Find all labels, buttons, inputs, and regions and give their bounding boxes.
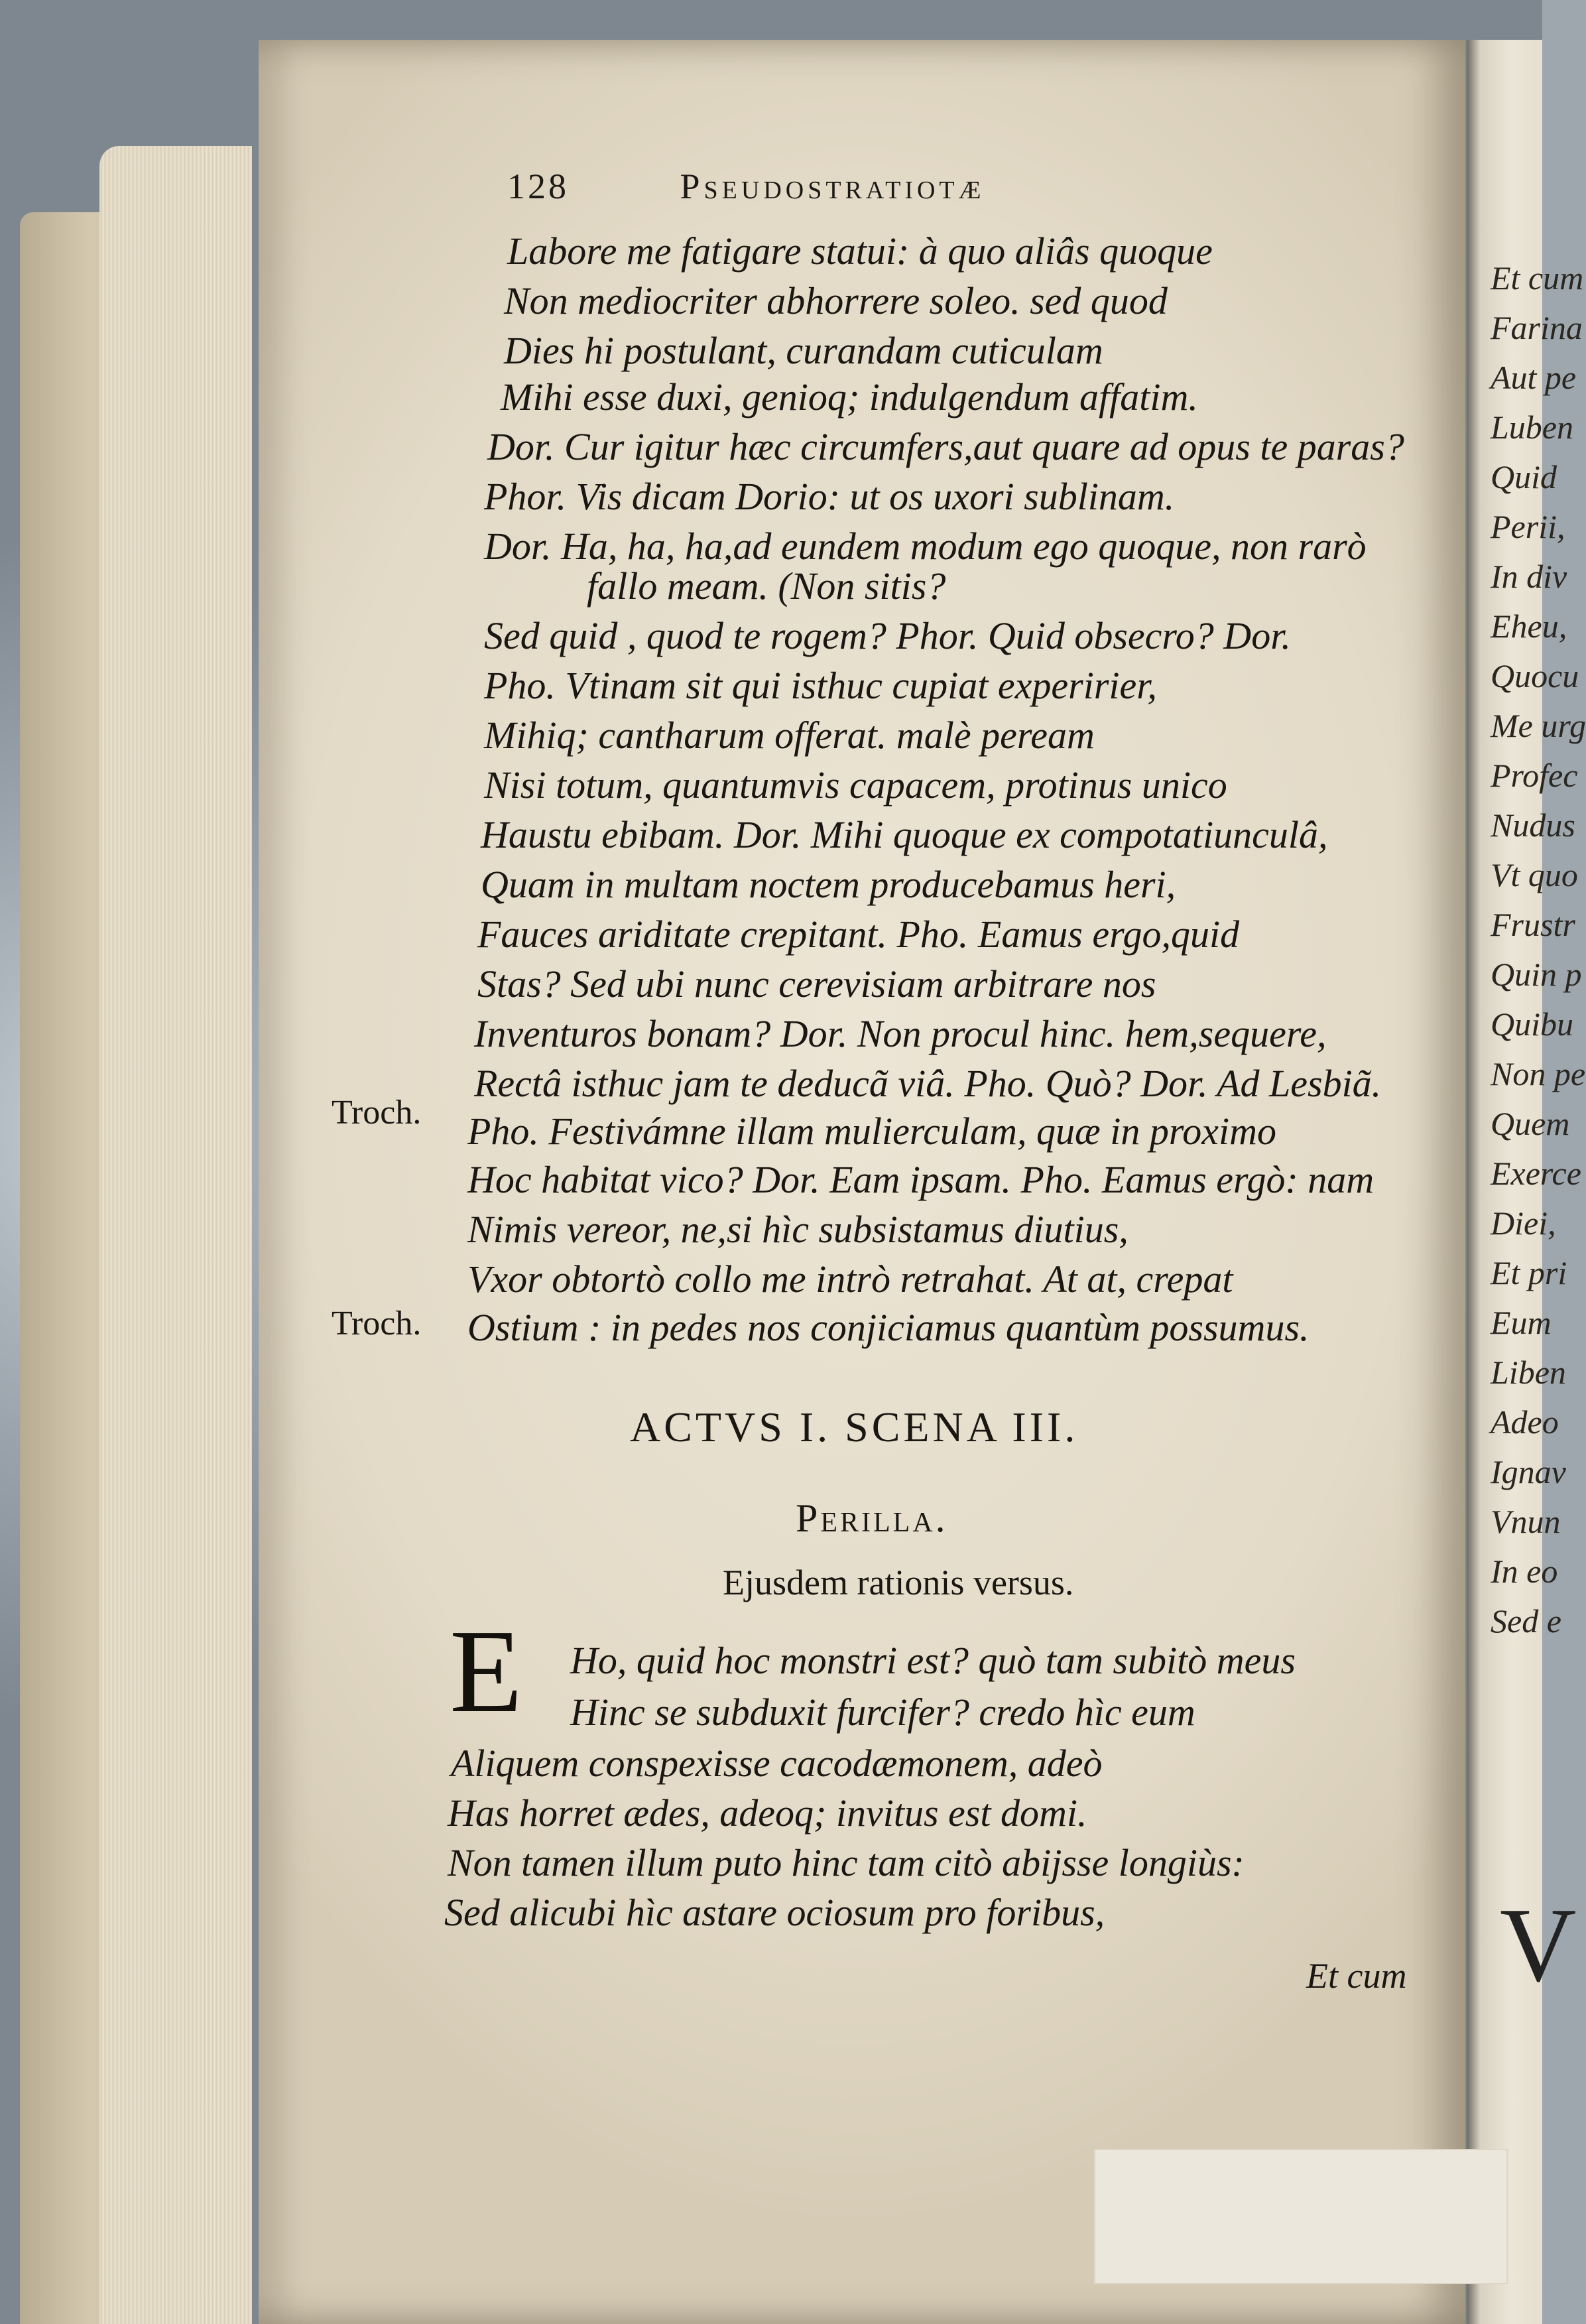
facing-page-line: Frustr — [1491, 906, 1575, 943]
facing-page-line: Liben — [1491, 1354, 1566, 1391]
text-line: Phor. Vis dicam Dorio: ut os uxori sublinam. — [484, 475, 1175, 518]
facing-page-line: Quid — [1491, 458, 1557, 495]
library-label — [1094, 2149, 1508, 2284]
scene-line: Aliquem conspexisse cacodæmonem, adeò — [451, 1742, 1103, 1785]
facing-page-line: Quibu — [1491, 1005, 1573, 1043]
facing-page-line: Et pri — [1491, 1254, 1567, 1291]
drop-cap: E — [450, 1605, 522, 1737]
text-line: Labore me fatigare statui: à quo aliâs quoque — [507, 229, 1213, 273]
scene-line: Hinc se subduxit furcifer? credo hìc eum — [570, 1691, 1195, 1734]
margin-note: Troch. — [332, 1094, 422, 1131]
text-line: Pho. Vtinam sit qui isthuc cupiat experirier, — [484, 664, 1157, 707]
page-header — [507, 166, 985, 207]
scene-line: Sed alicubi hìc astare ociosum pro foribus, — [444, 1891, 1105, 1934]
facing-page-initial: V — [1500, 1886, 1577, 2004]
facing-page-line: Quem — [1491, 1105, 1570, 1142]
facing-page-line: Me urg — [1491, 707, 1586, 744]
text-line: Dor. Cur igitur hæc circumfers,aut quare ad opus te paras? — [487, 425, 1404, 468]
text-line: Hoc habitat vico? Dor. Eam ipsam. Pho. Eamus ergò: nam — [467, 1158, 1374, 1201]
facing-page-line: Et cum — [1491, 259, 1584, 296]
facing-page — [1467, 40, 1586, 2324]
facing-page-line: Profec — [1491, 757, 1578, 794]
facing-page-line: Perii, — [1491, 508, 1565, 545]
facing-page-line: Farina — [1491, 309, 1583, 346]
text-line: Pho. Festivámne illam mulierculam, quæ in proximo — [467, 1110, 1276, 1153]
text-line: Fauces ariditate crepitant. Pho. Eamus ergo,quid — [477, 913, 1240, 956]
facing-page-line: Eum — [1491, 1304, 1552, 1341]
text-line: Non mediocriter abhorrere soleo. sed quod — [504, 279, 1168, 322]
facing-page-line: Adeo — [1491, 1403, 1559, 1441]
text-line: fallo meam. (Non sitis? — [587, 564, 946, 608]
facing-page-line: Vnun — [1491, 1503, 1561, 1540]
verse-note: Ejusdem rationis versus. — [723, 1563, 1074, 1602]
scene-line: Ho, quid hoc monstri est? quò tam subitò meus — [570, 1639, 1296, 1682]
margin-note: Troch. — [332, 1305, 422, 1342]
facing-page-line: Non pe — [1491, 1055, 1586, 1092]
character-name: Perilla. — [796, 1496, 948, 1540]
facing-page-line: Quocu — [1491, 657, 1579, 694]
facing-page-line: Ignav — [1491, 1453, 1566, 1490]
text-line: Quam in multam noctem producebamus heri, — [481, 863, 1176, 906]
text-line: Inventuros bonam? Dor. Non procul hinc. hem,sequere, — [474, 1012, 1327, 1055]
page-number: 128 — [507, 166, 569, 206]
facing-page-line: Sed e — [1491, 1602, 1561, 1640]
running-head: Pseudostratiotæ — [680, 166, 985, 206]
text-line: Rectâ isthuc jam te deducã viâ. Pho. Quò? Dor. Ad Lesbiã. — [474, 1062, 1382, 1105]
text-line: Dor. Ha, ha, ha,ad eundem modum ego quoque, non rarò — [484, 525, 1367, 568]
facing-page-line: Quin p — [1491, 956, 1582, 993]
act-scene-title: ACTVS I. SCENA III. — [630, 1403, 1079, 1451]
text-line: Dies hi postulant, curandam cuticulam — [504, 329, 1103, 372]
catchword: Et cum — [1306, 1956, 1407, 1996]
facing-page-line: Diei, — [1491, 1204, 1556, 1242]
facing-page-line: Luben — [1491, 409, 1573, 446]
text-line: Stas? Sed ubi nunc cerevisiam arbitrare nos — [477, 962, 1156, 1005]
facing-page-line: In eo — [1491, 1553, 1558, 1590]
text-line: Mihiq; cantharum offerat. malè peream — [484, 714, 1095, 757]
text-line: Vxor obtortò collo me intrò retrahat. At at, crepat — [467, 1258, 1233, 1301]
text-line: Sed quid , quod te rogem? Phor. Quid obsecro? Dor. — [484, 614, 1291, 657]
text-line: Haustu ebibam. Dor. Mihi quoque ex compotatiunculâ, — [481, 813, 1328, 856]
facing-page-line: Eheu, — [1491, 608, 1567, 645]
facing-page-line: Aut pe — [1491, 359, 1577, 396]
scene-line: Non tamen illum puto hinc tam citò abijsse longiùs: — [448, 1841, 1245, 1884]
scene-line: Has horret ædes, adeoq; invitus est domi. — [448, 1791, 1087, 1835]
text-line: Nisi totum, quantumvis capacem, protinus unico — [484, 763, 1227, 807]
text-line: Mihi esse duxi, genioq; indulgendum affatim. — [501, 375, 1198, 419]
text-line: Ostium : in pedes nos conjiciamus quantùm possumus. — [467, 1306, 1310, 1349]
facing-page-line: Nudus — [1491, 807, 1575, 844]
text-line: Nimis vereor, ne,si hìc subsistamus diutius, — [467, 1208, 1128, 1251]
facing-page-line: In div — [1491, 558, 1567, 595]
page-edges — [99, 146, 252, 2324]
facing-page-line: Exerce — [1491, 1155, 1581, 1192]
facing-page-line: Vt quo — [1491, 856, 1578, 893]
